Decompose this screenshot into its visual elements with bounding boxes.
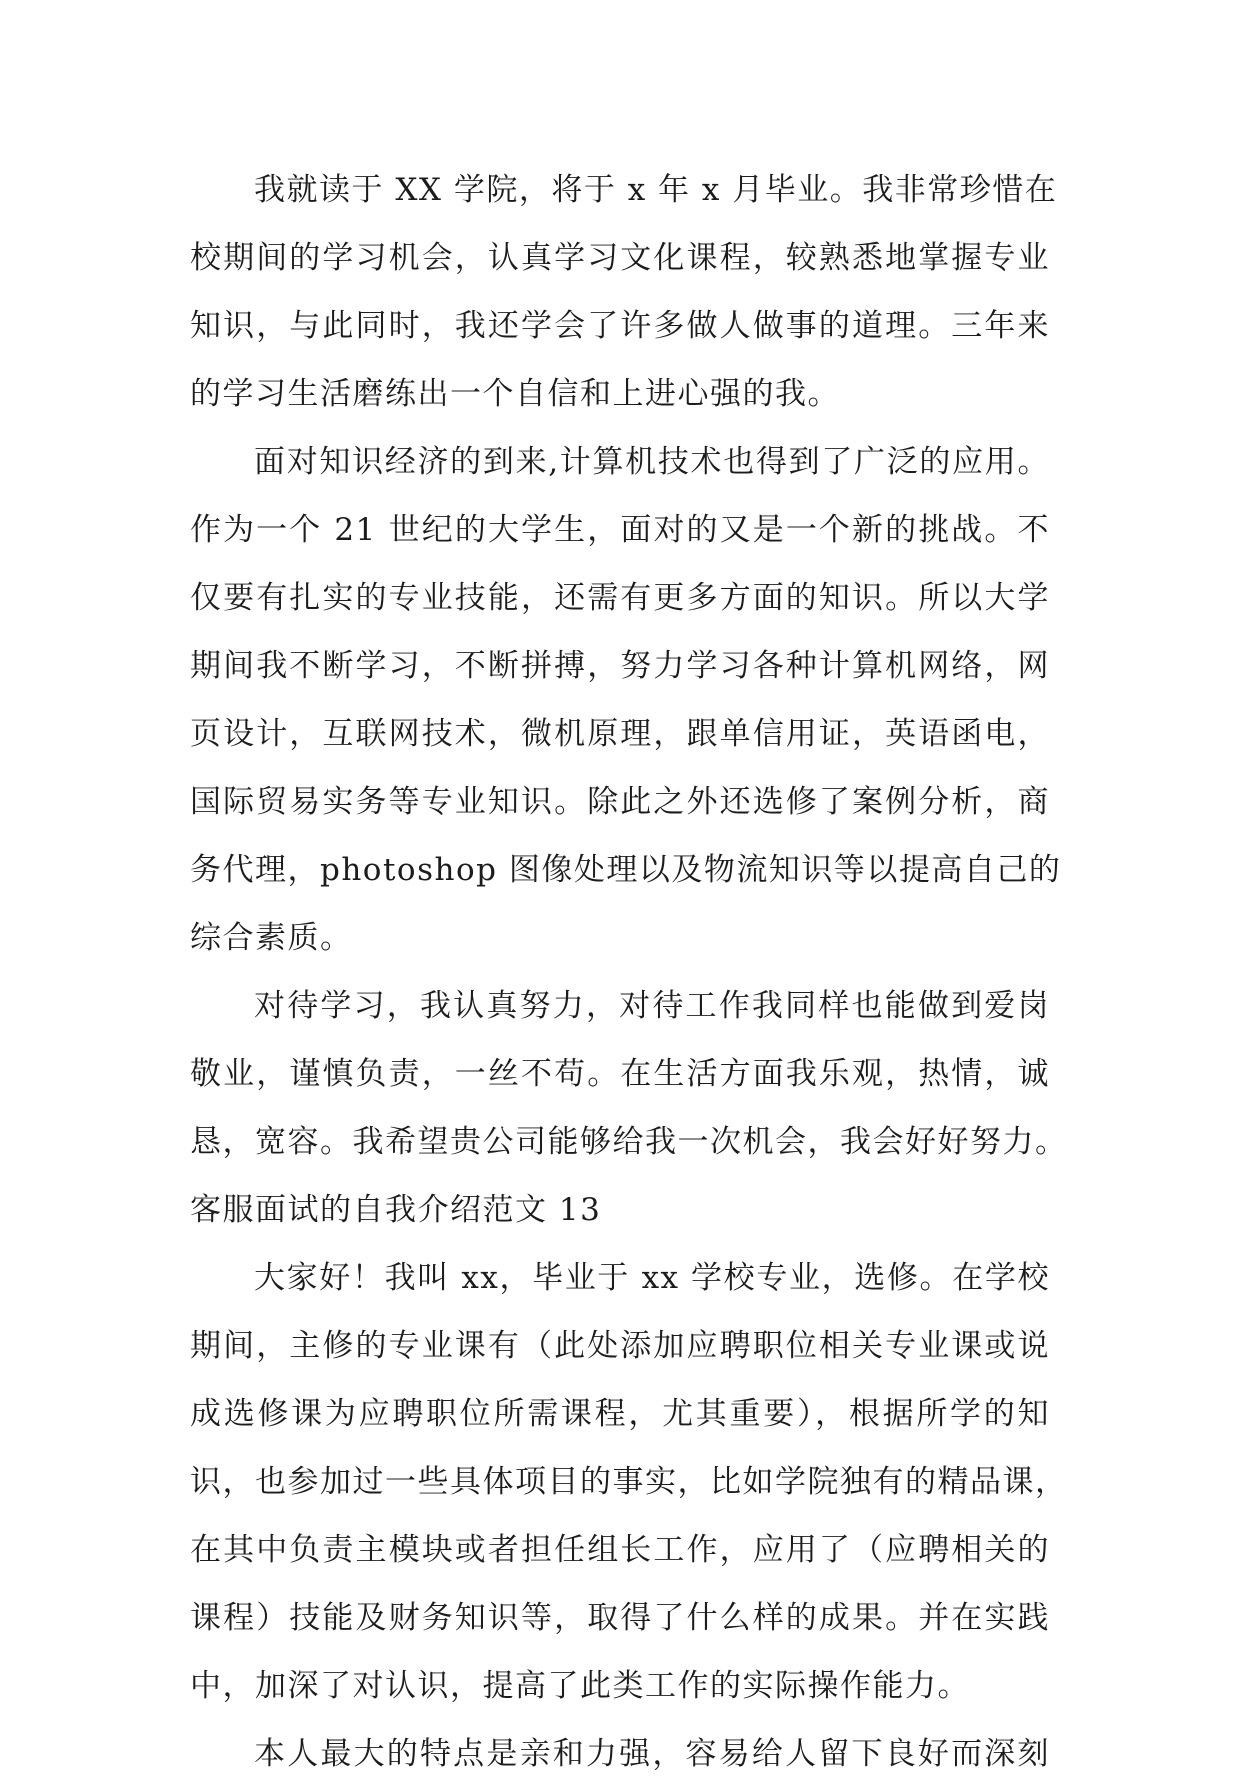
paragraph-line: 仅要有扎实的专业技能，还需有更多方面的知识。所以大学 [190,580,1050,616]
paragraph-line: 本人最大的特点是亲和力强，容易给人留下良好而深刻 [254,1736,1050,1772]
paragraph-line: 成选修课为应聘职位所需课程，尤其重要），根据所学的知 [190,1396,1050,1432]
paragraph-line: 敬业，谨慎负责，一丝不苟。在生活方面我乐观，热情，诚 [190,1056,1050,1092]
paragraph-line: 对待学习，我认真努力，对待工作我同样也能做到爱岗 [254,988,1050,1024]
paragraph-line: 面对知识经济的到来,计算机技术也得到了广泛的应用。 [254,444,1050,480]
paragraph-line: 务代理，photoshop 图像处理以及物流知识等以提高自己的 [190,852,1062,888]
paragraph-line: 作为一个 21 世纪的大学生，面对的又是一个新的挑战。不 [190,512,1050,548]
paragraph-line: 综合素质。 [190,920,353,956]
section-heading: 客服面试的自我介绍范文 13 [190,1192,602,1228]
paragraph-line: 期间我不断学习，不断拼搏，努力学习各种计算机网络，网 [190,648,1050,684]
paragraph-line: 校期间的学习机会，认真学习文化课程，较熟悉地掌握专业 [190,240,1050,276]
paragraph-line: 的学习生活磨练出一个自信和上进心强的我。 [190,376,840,412]
paragraph-line: 识，也参加过一些具体项目的事实，比如学院独有的精品课， [190,1464,1068,1500]
paragraph-line: 中，加深了对认识，提高了此类工作的实际操作能力。 [190,1668,970,1704]
paragraph-line: 在其中负责主模块或者担任组长工作，应用了（应聘相关的 [190,1532,1050,1568]
paragraph-line: 大家好！我叫 xx，毕业于 xx 学校专业，选修。在学校 [254,1260,1050,1296]
paragraph-line: 我就读于 XX 学院，将于 x 年 x 月毕业。我非常珍惜在 [254,172,1058,208]
paragraph-line: 国际贸易实务等专业知识。除此之外还选修了案例分析，商 [190,784,1050,820]
paragraph-line: 页设计，互联网技术，微机原理，跟单信用证，英语函电， [190,716,1050,752]
paragraph-line: 恳，宽容。我希望贵公司能够给我一次机会，我会好好努力。 [190,1124,1068,1160]
document-body [190,156,1068,1788]
paragraph-line: 课程）技能及财务知识等，取得了什么样的成果。并在实践 [190,1600,1050,1636]
paragraph-line: 期间，主修的专业课有（此处添加应聘职位相关专业课或说 [190,1328,1050,1364]
paragraph-line: 知识，与此同时，我还学会了许多做人做事的道理。三年来 [190,308,1050,344]
